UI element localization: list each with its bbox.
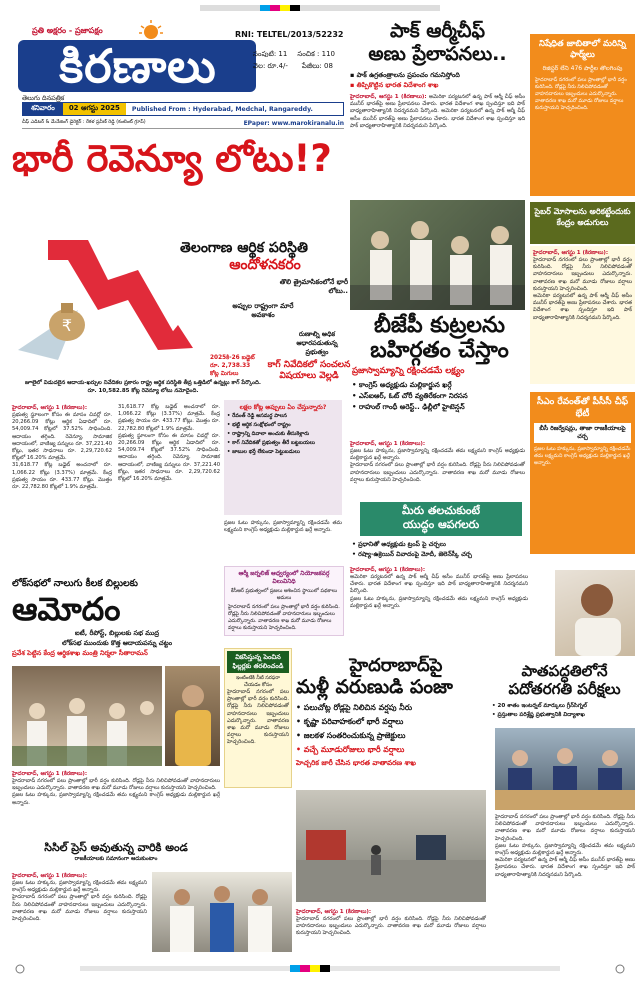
war-story-header — [360, 502, 522, 536]
rni-number: RNI: TELTEL/2013/52232 — [235, 30, 344, 39]
bjp-headline-1: బీజేపీ కుట్రలను — [373, 313, 506, 338]
right-box-cm-meet: సీఎం రేవంత్‌తో పీసీసీ చీఫ్ భేటీ బీసీ రిజర్వేషన్లు, తాజా రాజకీయాలపై చర్చ ప్రజల ఓటు హక్కును, ప్రజాస్వామ్యాన్ని రక్షించడమే తమ లక్ష్యమని కాంగ్రెస్ అధ్యక్షుడు మల్లికార్జున ఖర్గే అన్నారు. — [530, 392, 635, 554]
issue: సంచిక : 110 — [297, 50, 335, 58]
loksabha-sub-3: ప్రవేశ పెట్టిన కేంద్ర ఆర్థికశాఖ మంత్రి నిర్మలా సీతారామన్ — [12, 649, 148, 657]
hyd-bullet-3: • జలకళ సంతరించుకున్న ప్రాజెక్టులు — [296, 731, 406, 740]
main-point-4: కాగ్ నివేదికలో సంచలన విషయాలు వెల్లడి — [267, 360, 351, 381]
main-headline: భారీ రెవెన్యూ లోటు!? — [12, 137, 332, 180]
box1-title: నిషేధిత జాబితాలో మరిన్ని ఫార్మ్‌లు — [539, 39, 626, 60]
box3-title: సీఎం రేవంత్‌తో పీసీసీ చీఫ్ భేటీ — [536, 397, 629, 419]
svg-text:₹: ₹ — [61, 316, 73, 335]
volume: సంపుటి: 11 — [253, 50, 288, 58]
exam-body: హైదరాబాద్ నగరంలో పలు ప్రాంతాల్లో భారీ వర్షం కురిసింది. రోడ్లపై నీరు నిలిచిపోవడంతో వాహనదారులు ఇబ్బందులు ఎదుర్కొన్నారు. వాతావరణ శాఖ మరో మూడు రోజులు వర్షాలు కురుస్తాయని హెచ్చరించింది. ప్రజల ఓటు హక్కును, ప్రజాస్వామ్యాన్ని రక్షించడమే తమ లక్ష్యమని కాంగ్రెస్ అధ్యక్షుడు మల్లికార్జున ఖర్గే అన్నారు. అమెరికా పర్యటనలో ఉన్న పాక్ ఆర్మీ చీఫ్ అసీం మునీర్ భారత్‌పై అణు ప్రేలాపనలు చేశారు. భారత విదేశాంగ శాఖ స్పందిస్తూ ఇది పాక్ బాధ్యతారాహిత్యానికి నిదర్శనమని పేర్కొంది. — [495, 814, 635, 878]
newspaper-logo: కిరణాలు — [59, 39, 217, 93]
pak-bullet-1: ▪ పాక్ ఉగ్రతంత్రాలను ప్రపంచం గమనిస్తోంది — [350, 71, 460, 79]
exam-bullet-2: • ప్రస్తుతాల పరిశ్లేష్ణ ప్రభుత్వానికి విద్యాశాఖ — [492, 712, 585, 718]
money-bag-icon — [43, 295, 91, 343]
key-point-3: • రాష్ట్రాన్ని దివాలా అంచుకు తీసుకెళ్లారు — [227, 431, 310, 437]
masthead-info — [253, 48, 348, 72]
pages: పేజీలు: 08 — [301, 62, 333, 70]
key-points-title: లక్షల కోట్ల అప్పులు ఏం చేస్తున్నారు? — [239, 404, 327, 411]
main-point-1: తొలి త్రైమాసికంలోనే భారీ లోటు.. — [279, 278, 348, 295]
hyd-headline-1: హైదరాబాద్‌పై — [349, 655, 443, 676]
right-box-cyber-body: హైదరాబాద్, ఆగస్టు 1 (కిరణాలు): హైదరాబాద్ నగరంలో పలు ప్రాంతాల్లో భారీ వర్షం కురిసింది. రోడ్లపై నీరు నిలిచిపోవడంతో వాహనదారులు ఇబ్బందులు ఎదుర్కొన్నారు. వాతావరణ శాఖ మరో మూడు రోజులు వర్షాలు కురుస్తాయని హెచ్చరించింది. అమెరికా పర్యటనలో ఉన్న పాక్ ఆర్మీ చీఫ్ అసీం మునీర్ భారత్‌పై అణు ప్రేలాపనలు చేశారు. భారత విదేశాంగ శాఖ స్పందిస్తూ ఇది పాక్ బాధ్యతారాహిత్యానికి నిదర్శనమని పేర్కొంది. — [530, 246, 635, 384]
notice-title: ఆర్మీ జర్నలిజ్ ఆధ్వర్యంలో నియోజకవర్గ విలువినిధి — [238, 570, 330, 585]
war-body: హైదరాబాద్, ఆగస్టు 1 (కిరణాలు): అమెరికా పర్యటనలో ఉన్న పాక్ ఆర్మీ చీఫ్ అసీం మునీర్ భారత్‌పై అణు ప్రేలాపనలు చేశారు. భారత విదేశాంగ శాఖ స్పందిస్తూ ఇది పాక్ బాధ్యతారాహిత్యానికి నిదర్శనమని పేర్కొంది. ప్రజల ఓటు హక్కును, ప్రజాస్వామ్యాన్ని రక్షించడమే తమ లక్ష్యమని కాంగ్రెస్ అధ్యక్షుడు మల్లికార్జున ఖర్గే అన్నారు. — [350, 567, 528, 609]
bottom-left-story — [12, 840, 220, 863]
hyd-headline-2: మళ్లీ వరుణుడి పంజా — [296, 676, 453, 698]
main-sub-1: తెలంగాణ ఆర్థిక పరిస్థితి — [180, 240, 308, 256]
date-bar — [22, 102, 344, 116]
key-point-4: • కాగ్ నివేదికతో ప్రభుత్వం తీరే బట్టబయలు — [227, 440, 315, 446]
bottom-left-body: హైదరాబాద్, ఆగస్టు 1 (కిరణాలు): ప్రజల ఓటు హక్కును, ప్రజాస్వామ్యాన్ని రక్షించడమే తమ లక్ష్యమని కాంగ్రెస్ అధ్యక్షుడు మల్లికార్జున ఖర్గే అన్నారు. హైదరాబాద్ నగరంలో పలు ప్రాంతాల్లో భారీ వర్షం కురిసింది. రోడ్లపై నీరు నిలిచిపోవడంతో వాహనదారులు ఇబ్బందులు ఎదుర్కొన్నారు. వాతావరణ శాఖ మరో మూడు రోజులు వర్షాలు కురుస్తాయని హెచ్చరించింది. — [12, 873, 147, 923]
registration-bar-icon — [0, 963, 640, 975]
pak-story: పాక్ ఆర్మీచీఫ్ అణు ప్రేలాపనలు.. ▪ పాక్ ఉగ్రతంత్రాలను ప్రపంచం గమనిస్తోంది ▪ తిప్పికొట్టిన భారత విదేశాంగ శాఖ హైదరాబాద్, ఆగస్టు 1 (కిరణాలు): అమెరికా పర్యటనలో ఉన్న పాక్ ఆర్మీ చీఫ్ అసీం మునీర్ భారత్‌పై అణు ప్రేలాపనలు చేశారు. భారత విదేశాంగ శాఖ స్పందిస్తూ ఇది పాక్ బాధ్యతారాహిత్యానికి నిదర్శనమని పేర్కొంది. అమెరికా పర్యటనలో ఉన్న పాక్ ఆర్మీ చీఫ్ అసీం మునీర్ భారత్‌పై అణు ప్రేలాపనలు చేశారు. భారత విదేశాంగ శాఖ స్పందిస్తూ ఇది పాక్ బాధ్యతారాహిత్యానికి నిదర్శనమని పేర్కొంది. — [350, 20, 525, 129]
box2-title: సైబర్ మోసాలను అరికట్టేందుకు కేంద్రం అడుగులు — [534, 207, 631, 227]
bjp-bullet-3: • రాహుల్ గాంధీ అరెస్ట్.. ఢిల్లీలో హైటెన్షన్ — [352, 403, 465, 411]
parliament-photo — [12, 666, 162, 766]
main-point-3: రుణాల్ని అధిక ఆధారపడుతున్న ప్రభుత్వం — [296, 330, 338, 356]
date: 02 ఆగస్టు 2025 — [63, 103, 126, 115]
bottom-left-headline: సిసిల్ ప్రెస్ అవుతున్న వారికి అండ — [44, 841, 188, 854]
bjp-bullet-1: • కాంగ్రెస్ అధ్యక్షుడు మల్లికార్జున ఖర్గే — [352, 381, 452, 389]
revenue-col-1: హైదరాబాద్, ఆగస్టు 1 (కిరణాలు): ప్రభుత్వ స్థూలంగా కోసం ఈ మాసం చివర్లో రూ. 20,266.09 కోట్లు ఆర్థిక ఏడాదిలో రూ. 54,009.74 కోట్లలో 37.52% సాధించింది. ఆదాయం తగ్గింది. రెవెన్యూ, సామాజిక ఆదాయంలో, వాణిజ్య పన్నులు రూ. 37,221.40 కోట్లు, ఇతర సాధనాలు రూ. 2,29,720.62 కోట్లలో 16.20% మాత్రమే. 31,618.77 కోట్ల బడ్జెట్ అంచనాలో రూ. 1,066.22 కోట్లు (3.37%) మాత్రమే. కేంద్ర ప్రభుత్వ సాయం రూ. 433.77 కోట్లు. మొత్తం రూ. 22,782.80 కోట్లలో 1.9% మాత్రమే. — [12, 405, 112, 491]
left-box-title: వికసిస్తున్న పెంచిన ఫిల్లర్లకు తరలించండి — [227, 651, 289, 673]
left-box-text: ఇంటింటికి నీటి సరఫరా చేయడం కోసం — [235, 675, 281, 688]
key-points-continued: ప్రజల ఓటు హక్కును, ప్రజాస్వామ్యాన్ని రక్షించడమే తమ లక్ష్యమని కాంగ్రెస్ అధ్యక్షుడు మల్లికార్జున ఖర్గే అన్నారు. — [224, 520, 342, 534]
main-point-2: అప్పుల రాష్ట్రంగా మారే అవకాశం — [232, 302, 294, 319]
exam-photo — [495, 728, 635, 810]
key-point-5: • జాబుల భర్తీ లేకుండా పెట్టుబడులు — [227, 449, 300, 455]
hyd-body: హైదరాబాద్, ఆగస్టు 1 (కిరణాలు): హైదరాబాద్ నగరంలో పలు ప్రాంతాల్లో భారీ వర్షం కురిసింది. రోడ్లపై నీరు నిలిచిపోవడంతో వాహనదారులు ఇబ్బందులు ఎదుర్కొన్నారు. వాతావరణ శాఖ మరో మూడు రోజులు వర్షాలు కురుస్తాయని హెచ్చరించింది. — [296, 909, 486, 937]
felicitation-photo — [152, 872, 292, 952]
day: శనివారం — [23, 103, 63, 115]
hyd-bullet-4: • వచ్చే మూడురోజులు భారీ వర్షాలు — [296, 745, 405, 754]
hyd-body-text: హైదరాబాద్ నగరంలో పలు ప్రాంతాల్లో భారీ వర్షం కురిసింది. రోడ్లపై నీరు నిలిచిపోవడంతో వాహనదారులు ఇబ్బందులు ఎదుర్కొన్నారు. వాతావరణ శాఖ మరో మూడు రోజులు వర్షాలు కురుస్తాయని హెచ్చరించింది. — [296, 916, 486, 937]
key-point-2: • భట్టి ఆర్థిక సంక్షోభంలో రాష్ట్రం — [227, 422, 291, 428]
pak-bullet-2: ▪ తిప్పికొట్టిన భారత విదేశాంగ శాఖ — [350, 81, 439, 89]
box3-sub: బీసీ రిజర్వేషన్లు, తాజా రాజకీయాలపై చర్చ — [534, 423, 631, 443]
bjp-story — [352, 314, 527, 413]
subtitle: తెలుగు దినపత్రిక — [22, 94, 65, 102]
bjp-tagline: ప్రజాస్వామ్యాన్ని రక్షించడమే లక్ష్యం — [352, 366, 465, 376]
revenue-col-2: 31,618.77 కోట్ల బడ్జెట్ అంచనాలో రూ. 1,066.22 కోట్లు (3.37%) మాత్రమే. కేంద్ర ప్రభుత్వ సాయం రూ. 433.77 కోట్లు. మొత్తం రూ. 22,782.80 కోట్లలో 1.9% మాత్రమే. ప్రభుత్వ స్థూలంగా కోసం ఈ మాసం చివర్లో రూ. 20,266.09 కోట్లు ఆర్థిక ఏడాదిలో రూ. 54,009.74 కోట్లలో 37.52% సాధించింది. ఆదాయం తగ్గింది. రెవెన్యూ, సామాజిక ఆదాయంలో, వాణిజ్య పన్నులు రూ. 37,221.40 కోట్లు, ఇతర సాధనాలు రూ. 2,29,720.62 కోట్లలో 16.20% మాత్రమే. — [118, 404, 220, 483]
hyd-footer: హెచ్చరిక జారీ చేసిన భారత వాతావరణ శాఖ — [296, 759, 416, 767]
exam-body-text: హైదరాబాద్ నగరంలో పలు ప్రాంతాల్లో భారీ వర్షం కురిసింది. రోడ్లపై నీరు నిలిచిపోవడంతో వాహనదారులు ఇబ్బందులు ఎదుర్కొన్నారు. వాతావరణ శాఖ మరో మూడు రోజులు వర్షాలు కురుస్తాయని హెచ్చరించింది. — [495, 814, 635, 842]
key-point-1: • రేవంత్ రెడ్డి అసమర్థ పాలన — [227, 413, 287, 419]
loksabha-sub-1: ఐటీ, రీపోస్ట్, బిల్లులకు సభ ముద్ర — [75, 629, 159, 637]
published-from: Published From : Hyderabad, Medchal, Rangareddy. — [131, 105, 313, 113]
flood-photo — [296, 790, 486, 902]
editor-bar — [22, 118, 344, 129]
protest-photo — [350, 200, 525, 310]
exam-bullet-1: • 20 శాతం ఇంటర్నల్ మార్కులు గ్రీన్‌సిగ్నల్ — [492, 703, 587, 709]
right-box-banned-parties: నిషేధిత జాబితాలో మరిన్ని ఫార్మ్‌లు రిజిస్టర్ లేని 476 పార్టీల తొలగింపు హైదరాబాద్ నగరంలో పలు ప్రాంతాల్లో భారీ వర్షం కురిసింది. రోడ్లపై నీరు నిలిచిపోవడంతో వాహనదారులు ఇబ్బందులు ఎదుర్కొన్నారు. వాతావరణ శాఖ మరో మూడు రోజులు వర్షాలు కురుస్తాయని హెచ్చరించింది. — [530, 34, 635, 196]
editor-line: చీఫ్ ఎడిటర్ & మేనేజింగ్ డైరెక్టర్ : రేకళ ప్రవీణ్ రెడ్డి (కంటెంట్ గ్రూప్) — [22, 120, 146, 125]
hyd-bullet-1: • పలుచోట్ల రోడ్లపై నిలిచిన వర్షపు నీరు — [296, 703, 413, 712]
war-bullet-2: • రష్యా-ఉక్రెయిన్ వివాదంపై మోదీ, జెలెన్‌స్కీ చర్చ — [352, 551, 472, 558]
key-points-box — [224, 400, 342, 515]
box1-text: రిజిస్టర్ లేని 476 పార్టీల తొలగింపు — [542, 65, 623, 72]
exam-headline-1: పాతపద్ధతిలోనే — [521, 662, 608, 680]
print-registration-bottom — [0, 960, 640, 972]
person-photo — [555, 570, 635, 656]
war-bullet-1: • ప్రధానితో అధ్యక్షుడు ట్రంప్ పై చర్చలు — [352, 541, 446, 548]
minister-photo — [165, 666, 220, 766]
hyd-story — [296, 656, 496, 769]
loksabha-story — [12, 578, 222, 658]
hyd-bullet-2: • కృష్ణా పరివాహకంలో భారీ వర్షాలు — [296, 717, 404, 726]
revenue-col-1-text: ప్రభుత్వ స్థూలంగా కోసం ఈ మాసం చివర్లో రూ. 20,266.09 కోట్లు ఆర్థిక ఏడాదిలో రూ. 54,009.74 కోట్లలో 37.52% సాధించింది. ఆదాయం తగ్గింది. రెవెన్యూ, సామాజిక ఆదాయంలో, వాణిజ్య పన్నులు రూ. 37,221.40 కోట్లు, ఇతర సాధనాలు రూ. 2,29,720.62 కోట్లలో 16.20% మాత్రమే. — [12, 412, 112, 462]
exam-story — [492, 662, 637, 720]
pak-body: అమెరికా పర్యటనలో ఉన్న పాక్ ఆర్మీ చీఫ్ అసీం మునీర్ భారత్‌పై అణు ప్రేలాపనలు చేశారు. భారత విదేశాంగ శాఖ స్పందిస్తూ ఇది పాక్ బాధ్యతారాహిత్యానికి నిదర్శనమని పేర్కొంది. — [350, 94, 525, 115]
exam-headline-2: పదోతరగతి పరీక్షలు — [508, 680, 621, 698]
main-sub-2: ఆందోళనకరం — [229, 257, 301, 273]
figure-note: 2025కి-26 బడ్జెట్ రూ. 2,738.33 కోట్ల మిగులు — [210, 355, 255, 377]
right-box-cyber — [530, 202, 635, 244]
revenue-col-2-text: 31,618.77 కోట్ల బడ్జెట్ అంచనాలో రూ. 1,066.22 కోట్లు (3.37%) మాత్రమే. కేంద్ర ప్రభుత్వ సాయం రూ. 433.77 కోట్లు. మొత్తం రూ. 22,782.80 కోట్లలో 1.9% మాత్రమే. — [118, 404, 220, 432]
main-summary: జూలైలో విడుదలైన ఆదాయ-ఖర్చుల నివేదికల ప్రకారం రాష్ట్ర ఆర్థిక పరిస్థితి తీవ్ర ఒత్తిడిలో ఉన్నట్లు కాగ్ పేర్కొంది. రూ. 10,582.85 కోట్ల రెవెన్యూ లోటు నమోదైంది. — [25, 380, 261, 394]
bjp-headline-2: బహిర్గతం చేస్తాం — [370, 338, 509, 363]
bjp-bullet-2: • ఎస్ఐఆర్, ఓట్ చోరీ వ్యతిరేకంగా నిరసన — [352, 392, 468, 400]
war-headline-1: మీరు తలచుకుంటే — [402, 504, 480, 517]
loksabha-kicker: లోక్‌సభలో నాలుగు కీలక బిల్లులకు — [12, 578, 138, 589]
middle-notice: ఆర్మీ జర్నలిజ్ ఆధ్వర్యంలో నియోజకవర్గ విలువినిధి కేసీఆర్ ప్రభుత్వంలో ప్రజలు ఆశించిన స్థాయిలో పథకాలు అమలు హైదరాబాద్ నగరంలో పలు ప్రాంతాల్లో భారీ వర్షం కురిసింది. రోడ్లపై నీరు నిలిచిపోవడంతో వాహనదారులు ఇబ్బందులు ఎదుర్కొన్నారు. వాతావరణ శాఖ మరో మూడు రోజులు వర్షాలు కురుస్తాయని హెచ్చరించింది. — [224, 566, 344, 636]
left-notice-box: వికసిస్తున్న పెంచిన ఫిల్లర్లకు తరలించండి ఇంటింటికి నీటి సరఫరా చేయడం కోసం హైదరాబాద్ నగరంలో పలు ప్రాంతాల్లో భారీ వర్షం కురిసింది. రోడ్లపై నీరు నిలిచిపోవడంతో వాహనదారులు ఇబ్బందులు ఎదుర్కొన్నారు. వాతావరణ శాఖ మరో మూడు రోజులు వర్షాలు కురుస్తాయని హెచ్చరించింది. — [224, 648, 292, 788]
bjp-body-text: ప్రజల ఓటు హక్కును, ప్రజాస్వామ్యాన్ని రక్షించడమే తమ లక్ష్యమని కాంగ్రెస్ అధ్యక్షుడు మల్లికార్జున ఖర్గే అన్నారు. — [350, 448, 525, 462]
epaper-link[interactable]: EPaper: www.marokiranalu.in — [243, 119, 344, 127]
main-subheads — [180, 240, 350, 274]
loksabha-headline: ఆమోదం — [12, 590, 121, 628]
price: వెల: రూ.4/- — [253, 62, 288, 70]
war-headline-2: యుద్ధం ఆపగలరు — [402, 518, 480, 531]
pak-dateline: హైదరాబాద్, ఆగస్టు 1 (కిరణాలు): — [350, 94, 427, 100]
print-registration-top — [0, 0, 640, 12]
loksabha-body: హైదరాబాద్, ఆగస్టు 1 (కిరణాలు): హైదరాబాద్ నగరంలో పలు ప్రాంతాల్లో భారీ వర్షం కురిసింది. రోడ్లపై నీరు నిలిచిపోవడంతో వాహనదారులు ఇబ్బందులు ఎదుర్కొన్నారు. వాతావరణ శాఖ మరో మూడు రోజులు వర్షాలు కురుస్తాయని హెచ్చరించింది. ప్రజల ఓటు హక్కును, ప్రజాస్వామ్యాన్ని రక్షించడమే తమ లక్ష్యమని కాంగ్రెస్ అధ్యక్షుడు మల్లికార్జున ఖర్గే అన్నారు. — [12, 771, 220, 806]
notice-text: కేసీఆర్ ప్రభుత్వంలో ప్రజలు ఆశించిన స్థాయిలో పథకాలు అమలు — [230, 588, 338, 601]
war-story-bullets — [352, 540, 527, 560]
slogan: ప్రతి అక్షరం - ప్రజాపక్షం — [32, 26, 103, 35]
loksabha-sub-2: లోక్‌సభ ముందుకు కొత్త ఆదాయపన్ను చట్టం — [61, 639, 173, 647]
bjp-body: హైదరాబాద్, ఆగస్టు 1 (కిరణాలు): ప్రజల ఓటు హక్కును, ప్రజాస్వామ్యాన్ని రక్షించడమే తమ లక్ష్యమని కాంగ్రెస్ అధ్యక్షుడు మల్లికార్జున ఖర్గే అన్నారు. హైదరాబాద్ నగరంలో పలు ప్రాంతాల్లో భారీ వర్షం కురిసింది. రోడ్లపై నీరు నిలిచిపోవడంతో వాహనదారులు ఇబ్బందులు ఎదుర్కొన్నారు. వాతావరణ శాఖ మరో మూడు రోజులు వర్షాలు కురుస్తాయని హెచ్చరించింది. — [350, 441, 525, 483]
bottom-left-sub: రాజకీయాలకు సమానంగా ఆదుకుంటాం — [74, 856, 158, 862]
loksabha-body-text: హైదరాబాద్ నగరంలో పలు ప్రాంతాల్లో భారీ వర్షం కురిసింది. రోడ్లపై నీరు నిలిచిపోవడంతో వాహనదారులు ఇబ్బందులు ఎదుర్కొన్నారు. వాతావరణ శాఖ మరో మూడు రోజులు వర్షాలు కురుస్తాయని హెచ్చరించింది. — [12, 778, 220, 792]
bottom-left-body-text: ప్రజల ఓటు హక్కును, ప్రజాస్వామ్యాన్ని రక్షించడమే తమ లక్ష్యమని కాంగ్రెస్ అధ్యక్షుడు మల్లికార్జున ఖర్గే అన్నారు. — [12, 880, 147, 894]
pak-headline-1: పాక్ ఆర్మీచీఫ్ — [390, 20, 485, 42]
pak-headline-2: అణు ప్రేలాపనలు.. — [368, 43, 507, 65]
